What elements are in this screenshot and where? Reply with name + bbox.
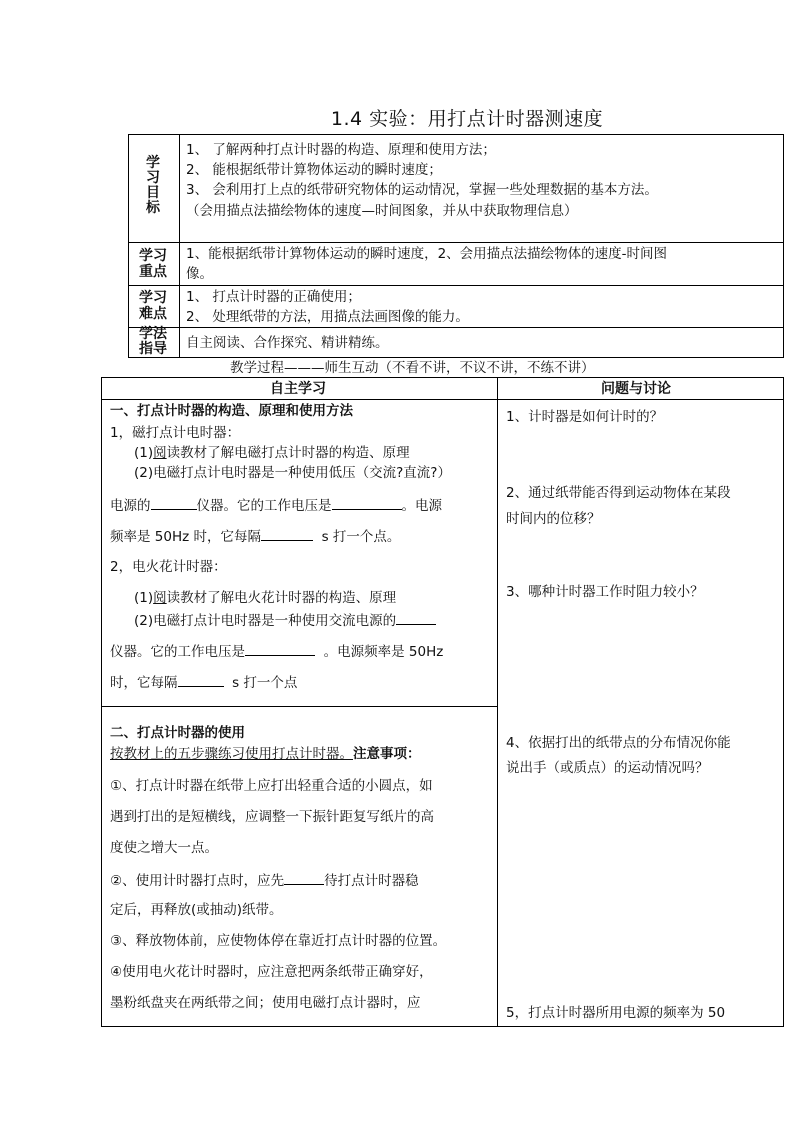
line-b-1: 频率是 50Hz 时，它每隔 [110, 529, 261, 545]
item1a-read: 阅 [153, 445, 167, 461]
goals-label [130, 156, 176, 216]
goal-3: 3、 会利用打上点的纸带研究物体的运动情况，掌握一些处理数据的基本方法。 [186, 182, 658, 198]
note-4-line-1: ④使用电火花计时器时，应注意把两条纸带正确穿好， [110, 964, 433, 980]
section2-heading: 二、打点计时器的使用 [110, 725, 245, 741]
page-title: 1.4 实验：用打点计时器测速度 [330, 108, 604, 130]
section2-intro [110, 745, 421, 764]
question-3: 3、哪种计时器工作时阻力较小？ [506, 584, 704, 600]
methods-label [130, 327, 176, 357]
section1-heading: 一、打点计时器的构造、原理和使用方法 [110, 403, 353, 419]
blank-voltage[interactable] [332, 495, 402, 510]
process-line: 教学过程———师生互动（不看不讲，不议不讲，不练不讲） [230, 360, 595, 376]
item2b-text: (2)电磁打点计电时器是一种使用交流电源的 [134, 613, 397, 629]
item1a-rest: 读教材了解电磁打点计时器的构造、原理 [166, 445, 410, 461]
question-4-line-2: 说出手（或质点）的运动情况吗？ [506, 760, 709, 776]
blank-interval-2[interactable] [178, 672, 224, 687]
question-4-line-1: 4、依据打出的纸带点的分布情况你能 [506, 735, 731, 751]
note-1-line-1: ①、打点计时器在纸带上应打出轻重合适的小圆点，如 [110, 778, 433, 794]
question-5: 5，打点计时器所用电源的频率为 50 [506, 1005, 726, 1021]
keypoints-label-text: 学习重点 [139, 248, 167, 280]
section1-sub1: 1，磁打点计电时器： [110, 425, 241, 441]
note-2-a: ②、使用计时器打点时，应先 [110, 873, 285, 889]
keypoints-line-1: 1、能根据纸带计算物体运动的瞬时速度，2、会用描点法描绘物体的速度-时间图 [186, 246, 668, 262]
item2a-rest: 读教材了解电火花计时器的构造、原理 [166, 590, 397, 606]
blank-voltage-2[interactable] [245, 641, 315, 656]
note-2-line-2: 定后，再释放(或抽动)纸带。 [110, 902, 283, 918]
line-d-2: s 打一个点 [232, 675, 298, 691]
section1-line-c [110, 641, 443, 662]
line-c-1: 仪器。它的工作电压是 [110, 644, 245, 660]
line-a-1: 电源的 [110, 498, 151, 514]
line-b-2: s 打一个点。 [321, 529, 401, 545]
note-1-line-3: 度使之增大一点。 [110, 840, 218, 856]
keypoints-line-2: 像。 [186, 266, 213, 282]
line-a-3: 。电源 [401, 498, 442, 514]
blank-instrument[interactable] [151, 495, 197, 510]
line-c-2: 。电源频率是 50Hz [323, 644, 444, 660]
col-left-header: 自主学习 [270, 381, 326, 397]
question-2-line-1: 2、通过纸带能否得到运动物体在某段 [506, 485, 731, 501]
section1-item1a [134, 444, 410, 463]
note-2-line-1 [110, 870, 419, 891]
note-3: ③、释放物体前，应使物体停在靠近打点计时器的位置。 [110, 933, 447, 949]
note-2-b: 待打点计时器稳 [324, 873, 419, 889]
methods-text: 自主阅读、合作探究、精讲精练。 [186, 335, 389, 351]
difficulty-1: 1、 打点计时器的正确使用； [186, 289, 361, 305]
section1-line-d [110, 672, 297, 693]
info-divider [179, 134, 180, 358]
section1-line-b [110, 526, 400, 547]
blank-interval[interactable] [261, 526, 313, 541]
item2a-read: 阅 [153, 590, 167, 606]
section2-note: 注意事项： [353, 746, 421, 762]
note-1-line-2: 遇到打出的是短横线，应调整一下振针距复写纸片的高 [110, 809, 434, 825]
note-4-line-2: 墨粉纸盘夹在两纸带之间；使用电磁打点计器时，应 [110, 995, 421, 1011]
blank-instrument-2[interactable] [396, 610, 436, 625]
section1-item2b [134, 610, 436, 631]
difficulties-label [130, 290, 176, 322]
methods-label-text: 学法指导 [139, 326, 167, 357]
difficulty-2: 2、 处理纸带的方法，用描点法画图像的能力。 [186, 309, 469, 325]
col-right-header: 问题与讨论 [601, 381, 671, 397]
section2-intro-text: 按教材上的五步骤练习使用打点计时器。 [110, 746, 353, 762]
main-divider [497, 377, 498, 1027]
item1a-prefix: (1) [134, 445, 154, 461]
goal-2: 2、 能根据纸带计算物体运动的瞬时速度； [186, 162, 442, 178]
section1-line-a [110, 495, 442, 516]
question-1: 1、计时器是如何计时的？ [506, 409, 664, 425]
section1-item2a [134, 589, 396, 608]
goal-1: 1、 了解两种打点计时器的构造、原理和使用方法； [186, 142, 496, 158]
question-2-line-2: 时间内的位移？ [506, 511, 601, 527]
line-a-2: 仪器。它的工作电压是 [196, 498, 332, 514]
goal-4: （会用描点法描绘物体的速度—时间图象，并从中获取物理信息） [186, 203, 578, 219]
item2a-prefix: (1) [134, 590, 154, 606]
section1-item1b: (2)电磁打点计电时器是一种使用低压（交流?直流?） [134, 465, 451, 481]
keypoints-label [130, 248, 176, 280]
line-d-1: 时，它每隔 [110, 675, 178, 691]
blank-first-step[interactable] [284, 870, 324, 885]
section1-sub2: 2，电火花计时器： [110, 559, 227, 575]
difficulties-label-text: 学习难点 [139, 290, 167, 322]
goals-label-text: 学习目标 [146, 155, 160, 216]
